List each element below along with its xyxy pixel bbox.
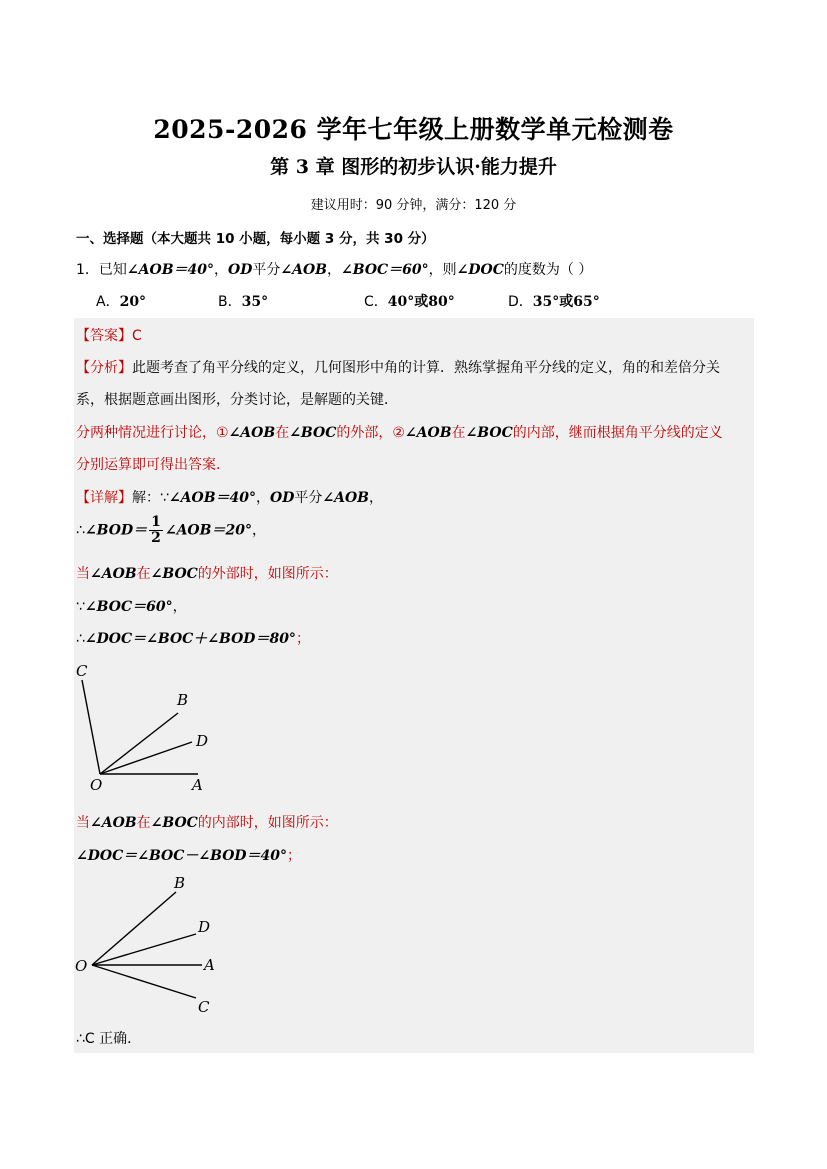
label-o: O [75,957,88,975]
math-expr: ∠DOC [456,262,504,278]
analysis-text: 的内部，继而根据角平分线的定义 [512,425,723,441]
math-expr: ∠AOB [322,490,369,506]
detail-text: ， [251,522,266,539]
option-value: 20° [119,294,147,310]
option-label: C． [364,294,388,310]
math-expr: ∠BOD＝ [84,522,148,539]
analysis-text: 分两种情况进行讨论，① [76,425,229,441]
math-expr: ∠AOB＝40° [126,262,215,278]
math-expr: ∠BOC＝60° [84,599,173,615]
question-1 [76,259,592,279]
case1-heading [76,563,338,583]
case2-heading [76,812,338,832]
label-a: A [204,956,215,974]
answer-tag: 【答案】 [76,328,132,344]
analysis-line-4: 分别运算即可得出答案． [76,457,230,473]
case-text: 的外部时，如图所示： [197,566,338,582]
math-expr: ∠BOC [150,815,198,831]
label-d: D [196,732,209,750]
case-text: ∵ [76,599,85,615]
ray-oc [92,965,196,998]
ray-ob [100,713,178,774]
detail-tag: 【详解】 [76,490,132,506]
answer-line [76,325,142,345]
option-label: A． [96,294,120,310]
option-c [364,291,455,311]
math-expr: ∠AOB [228,425,276,441]
math-expr: ∠DOC＝∠BOC＋∠BOD＝80° [84,631,296,647]
option-value: 40°或80° [387,294,455,310]
label-b: B [177,691,189,709]
analysis-tag: 【分析】 [76,360,132,376]
math-expr: ∠BOC＝60° [341,262,429,278]
analysis-text: 在 [451,425,466,441]
detail-text: ， [369,490,383,506]
detail-text: ∴ [76,522,85,539]
detail-text: ， [256,490,271,506]
math-expr: ∠AOB [90,815,137,831]
analysis-text: 此题考查了角平分线的定义，几何图形中角的计算．熟练掌握角平分线的定义，角的和差倍分关 [132,360,720,376]
case-text: ， [172,599,187,615]
question-text: ， [327,262,341,278]
case-text: 在 [136,566,151,582]
exam-meta: 建议用时：90 分钟，满分：120 分 [310,198,517,213]
math-expr: ∠AOB [90,566,137,582]
option-value: 35°或65° [532,294,600,310]
ray-od [100,742,192,774]
math-expr: ∠AOB＝40° [168,490,257,506]
case-text: 当 [76,566,90,582]
math-expr: ∠AOB [280,262,327,278]
math-expr: ∠BOC [150,566,198,582]
case-text: ； [295,631,310,647]
analysis-text: 在 [275,425,290,441]
option-label: B． [218,294,242,310]
option-d [508,291,600,311]
case1-line-1 [76,596,187,616]
case2-line-1 [76,845,301,865]
question-text: 平分 [252,262,281,278]
detail-text: 平分 [294,490,323,506]
case-text: ； [287,848,302,864]
detail-text: 解：∵ [132,490,169,506]
math-expr: ∠BOC [289,425,337,441]
detail-line-1 [76,487,383,507]
section-heading: 一、选择题（本大题共 10 小题，每小题 3 分，共 30 分） [76,231,435,247]
option-label: D． [508,294,533,310]
case-text: 当 [76,815,90,831]
math-expr: ∠AOB＝20° [164,522,252,539]
option-b [218,291,268,311]
figure-case-inside [72,872,232,1017]
analysis-line-1 [76,357,720,377]
math-expr: OD [228,262,253,278]
question-number: 1． [76,262,99,278]
math-expr: ∠BOC [465,425,513,441]
label-c: C [76,662,88,680]
conclusion: ∴C 正确． [76,1031,142,1047]
option-a [96,291,146,311]
detail-line-2 [76,515,266,546]
ray-od [92,934,196,965]
fraction-denominator: 2 [151,530,161,546]
ray-ob [92,892,176,965]
case-text: 的内部时，如图所示： [197,815,338,831]
case-text: ∴ [76,631,85,647]
analysis-line-2: 系，根据题意画出图形，分类讨论，是解题的关键． [76,392,398,408]
question-text: ，则 [428,262,457,278]
label-d: D [198,918,211,936]
label-c: C [198,998,210,1016]
analysis-line-3 [76,422,723,442]
answer-value: C [132,328,142,344]
math-expr: ∠AOB [404,425,452,441]
question-text: 的度数为（ ） [503,262,593,278]
chapter-subtitle: 第 3 章 图形的初步认识·能力提升 [270,156,557,178]
label-o: O [90,776,103,794]
figure-case-outside [74,660,224,795]
label-a: A [192,776,203,794]
case1-line-2 [76,628,310,648]
math-expr: ∠DOC＝∠BOC－∠BOD＝40° [76,848,288,864]
label-b: B [174,874,186,892]
question-text: ， [214,262,229,278]
ray-oc [82,680,100,774]
question-text: 已知 [98,262,127,278]
math-expr: OD [270,490,295,506]
analysis-text: 的外部，② [336,425,405,441]
fraction [149,515,163,546]
page-title: 2025-2026 学年七年级上册数学单元检测卷 [153,115,674,144]
case-text: 在 [136,815,151,831]
option-value: 35° [241,294,269,310]
fraction-numerator: 1 [151,514,161,530]
